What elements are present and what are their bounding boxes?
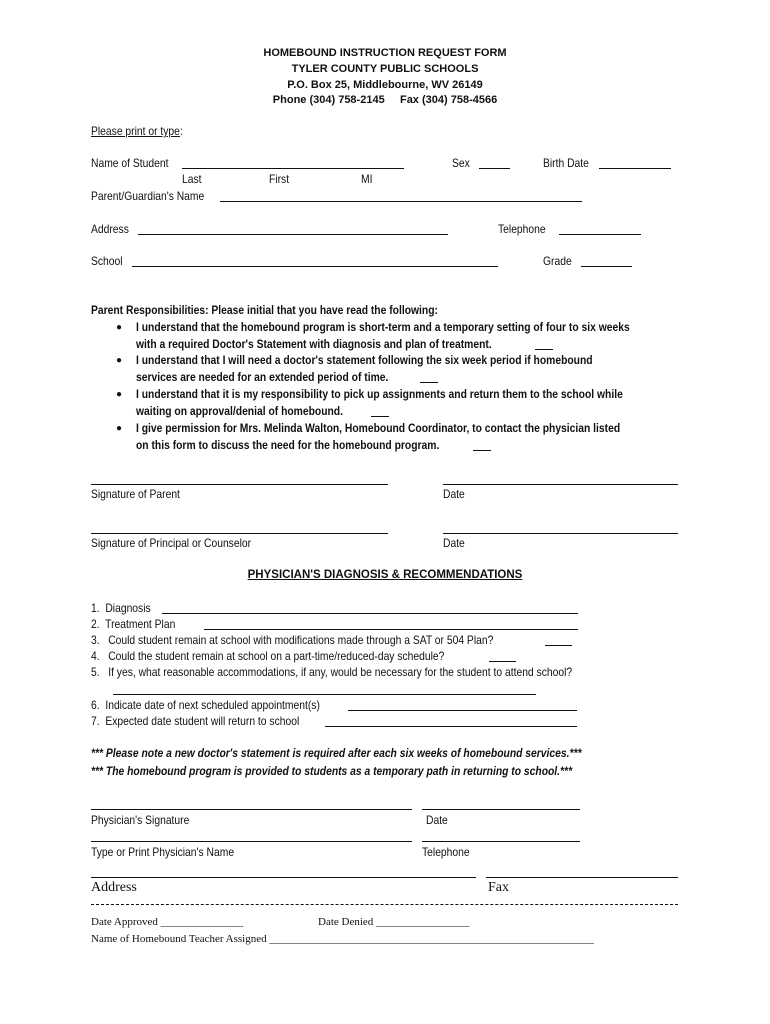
treatment-plan-field[interactable] — [204, 629, 578, 630]
student-name-label: Name of Student — [91, 156, 169, 170]
physician-fax-field[interactable] — [486, 877, 678, 878]
physician-date-label: Date — [426, 813, 448, 827]
diagnosis-field[interactable] — [162, 613, 578, 614]
bullet-icon: ● — [116, 322, 123, 333]
parent-date-label: Date — [443, 487, 465, 501]
date-approved-field[interactable]: Date Approved _______________ — [91, 916, 244, 928]
resp-4-line-2: on this form to discuss the need for the homebound program. — [136, 438, 440, 452]
physician-address-label: Address — [91, 880, 137, 895]
principal-date-field[interactable] — [443, 533, 678, 534]
principal-signature-field[interactable] — [91, 533, 388, 534]
physician-telephone-field[interactable] — [422, 841, 580, 842]
bullet-icon: ● — [116, 389, 123, 400]
telephone-label: Telephone — [498, 222, 546, 236]
grade-field[interactable] — [581, 266, 632, 267]
sub-label-first: First — [269, 172, 290, 186]
resp-1-line-2: with a required Doctor's Statement with diagnosis and plan of treatment. — [136, 337, 492, 351]
physician-item-3: 3. Could student remain at school with modifications made through a SAT or 504 Plan? — [91, 633, 494, 647]
birth-date-field[interactable] — [599, 168, 671, 169]
telephone-field[interactable] — [559, 234, 641, 235]
physician-item-1: 1. Diagnosis — [91, 601, 151, 615]
district-phone-fax: Phone (304) 758-2145 Fax (304) 758-4566 — [272, 94, 498, 106]
physician-heading: PHYSICIAN'S DIAGNOSIS & RECOMMENDATIONS — [247, 569, 523, 581]
physician-item-7: 7. Expected date student will return to school — [91, 714, 300, 728]
next-appointment-field[interactable] — [348, 710, 577, 711]
district-address: P.O. Box 25, Middlebourne, WV 26149 — [287, 79, 483, 91]
resp-2-line-1: I understand that I will need a doctor's statement following the six week period if homebound — [136, 353, 593, 367]
guardian-field[interactable] — [220, 201, 582, 202]
birth-date-label: Birth Date — [543, 156, 589, 170]
bullet-icon: ● — [116, 423, 123, 434]
physician-name-field[interactable] — [91, 841, 412, 842]
homebound-teacher-field[interactable]: Name of Homebound Teacher Assigned ___________________________________________________________ — [91, 933, 594, 945]
return-date-field[interactable] — [325, 726, 577, 727]
resp-1-line-1: I understand that the homebound program is short-term and a temporary setting of four to six weeks — [136, 320, 630, 334]
school-field[interactable] — [132, 266, 498, 267]
resp-3-line-2: waiting on approval/denial of homebound. — [136, 404, 343, 418]
parent-signature-field[interactable] — [91, 484, 388, 485]
physician-item-6: 6. Indicate date of next scheduled appointment(s) — [91, 698, 320, 712]
resp-4-line-1: I give permission for Mrs. Melinda Walton, Homebound Coordinator, to contact the physician listed — [136, 421, 621, 435]
physician-signature-field[interactable] — [91, 809, 412, 810]
physician-address-field[interactable] — [91, 877, 476, 878]
note-doctor-statement: *** Please note a new doctor's statement is required after each six weeks of homebound services.*** — [91, 746, 582, 760]
sub-label-mi: MI — [361, 172, 373, 186]
bullet-icon: ● — [116, 355, 123, 366]
form-title: HOMEBOUND INSTRUCTION REQUEST FORM — [263, 47, 507, 59]
principal-date-label: Date — [443, 536, 465, 550]
resp-1-initial-field[interactable] — [535, 349, 553, 350]
physician-fax-label: Fax — [488, 880, 509, 895]
student-name-field[interactable] — [182, 168, 404, 169]
resp-3-initial-field[interactable] — [371, 416, 389, 417]
resp-3-line-1: I understand that it is my responsibility to pick up assignments and return them to the school while — [136, 387, 623, 401]
physician-item-5: 5. If yes, what reasonable accommodations, if any, would be necessary for the student to attend school? — [91, 665, 573, 679]
address-label: Address — [91, 222, 129, 236]
sex-label: Sex — [452, 156, 470, 170]
sex-field[interactable] — [479, 168, 510, 169]
accommodations-field[interactable] — [113, 694, 536, 695]
dashed-divider — [91, 904, 678, 905]
parent-resp-heading: Parent Responsibilities: Please initial that you have read the following: — [91, 303, 438, 317]
resp-4-initial-field[interactable] — [473, 450, 491, 451]
parent-signature-label: Signature of Parent — [91, 487, 180, 501]
instructions: Please print or type: — [91, 124, 183, 138]
sub-label-last: Last — [182, 172, 202, 186]
resp-2-initial-field[interactable] — [420, 382, 438, 383]
address-field[interactable] — [138, 234, 448, 235]
physician-telephone-label: Telephone — [422, 845, 470, 859]
physician-item-2: 2. Treatment Plan — [91, 617, 176, 631]
physician-name-label: Type or Print Physician's Name — [91, 845, 235, 859]
grade-label: Grade — [543, 254, 572, 268]
principal-signature-label: Signature of Principal or Counselor — [91, 536, 252, 550]
part-time-field[interactable] — [489, 661, 516, 662]
sat-504-field[interactable] — [545, 645, 572, 646]
resp-2-line-2: services are needed for an extended period of time. — [136, 370, 389, 384]
school-label: School — [91, 254, 123, 268]
parent-date-field[interactable] — [443, 484, 678, 485]
physician-item-4: 4. Could the student remain at school on a part-time/reduced-day schedule? — [91, 649, 445, 663]
physician-date-field[interactable] — [422, 809, 580, 810]
physician-signature-label: Physician's Signature — [91, 813, 190, 827]
note-temporary-path: *** The homebound program is provided to students as a temporary path in returning to school.*** — [91, 764, 573, 778]
date-denied-field[interactable]: Date Denied _________________ — [318, 916, 470, 928]
district-name: TYLER COUNTY PUBLIC SCHOOLS — [291, 63, 479, 75]
guardian-label: Parent/Guardian's Name — [91, 189, 205, 203]
